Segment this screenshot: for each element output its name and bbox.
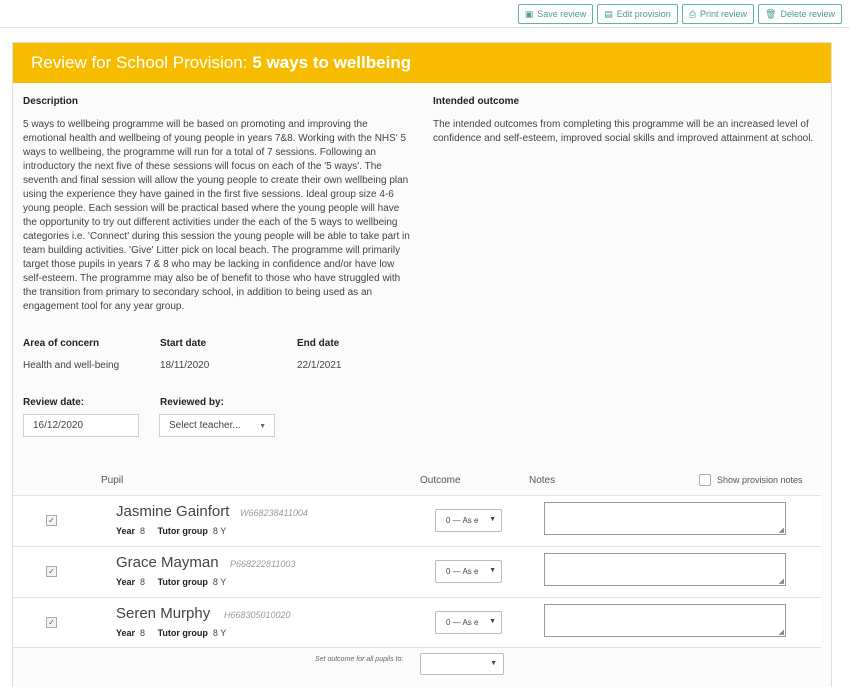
notes-textarea[interactable] (544, 553, 786, 586)
pupil-checkbox[interactable]: ✓ (46, 515, 57, 526)
outcome-value: 0 — As e (446, 618, 479, 627)
year-label: Year (116, 628, 136, 638)
outcome-select[interactable] (435, 560, 502, 583)
description-text: 5 ways to wellbeing programme will be based on promoting and improving the emotional health and wellbeing of young people in years 7&8. Working with the NHS' 5 ways to wellbeing, the programme will run for a total of 7 sessions. Following an introductory the next five of these sessions will focus on each of the '5 ways'. The seventh and final session will allow the young people to create their own wellbeing plan using the experience they have gained in the first five sessions. Ideal group size 4-6 young people. Each session will be practical based where the young people will have the opportunity to try out different activities under the each of the 5 ways to wellbeing categories i.e. 'Connect' during this session the young people will be able to take part in team building activities. 'Give' Litter pick on local beach. The programme will primarily target those pupils in years 7 & 8 who may be lacking in confidence and/or have low self-esteem. The programme may also be of benefit to those who have struggled with the transition from primary to secondary school, in addition to being used as an engagement tool for any year group. (23, 119, 410, 312)
edit-icon: ▤ (604, 8, 613, 19)
reviewed-by-placeholder: Select teacher... (169, 420, 241, 431)
save-icon: ▣ (524, 8, 534, 19)
chevron-down-icon: ▼ (259, 423, 266, 430)
review-date-input[interactable]: 16/12/2020 (23, 414, 139, 437)
show-provision-notes-toggle[interactable] (699, 474, 803, 486)
pupil-column-header: Pupil (101, 475, 124, 486)
print-review-label: Print review (700, 9, 748, 19)
pupil-name: Jasmine Gainfort (116, 503, 230, 520)
save-review-label: Save review (537, 9, 587, 19)
tutor-group-label: Tutor group (157, 526, 208, 536)
notes-textarea[interactable] (544, 604, 786, 637)
table-row (13, 597, 821, 648)
pupil-name: Grace Mayman (116, 554, 219, 571)
banner-prefix: Review for School Provision: (31, 53, 248, 72)
tutor-group-value: 8 Y (212, 526, 227, 536)
trash-icon: 🗑 (765, 8, 777, 19)
area-of-concern-value: Health and well-being (23, 360, 120, 371)
pupil-meta (116, 577, 236, 587)
set-all-outcome-label: Set outcome for all pupils to: (315, 656, 404, 663)
tutor-group-value: 8 Y (212, 628, 227, 638)
tutor-group-label: Tutor group (157, 628, 208, 638)
edit-provision-label: Edit provision (616, 9, 671, 19)
top-divider (0, 27, 850, 28)
intended-outcome-text: The intended outcomes from completing this programme will be an increased level of confidence and self-esteem, improved social skills and improved attainment at school. (433, 119, 814, 144)
table-row (13, 495, 821, 546)
start-date-label: Start date (160, 338, 207, 349)
pupil-upn: W668238411004 (240, 508, 308, 518)
resize-grip-icon[interactable]: ◢ (778, 527, 784, 534)
pupil-upn: H668305010020 (224, 610, 291, 620)
year-label: Year (116, 577, 136, 587)
intended-outcome-label: Intended outcome (433, 96, 520, 107)
table-row (13, 546, 821, 597)
edit-provision-button[interactable] (597, 4, 678, 24)
reviewed-by-label: Reviewed by: (160, 397, 224, 408)
start-date-value: 18/11/2020 (160, 360, 210, 371)
pupil-meta (116, 628, 236, 638)
description-label: Description (23, 96, 79, 107)
outcome-value: 0 — As e (446, 567, 479, 576)
pupil-meta (116, 526, 236, 536)
set-all-outcome-select[interactable] (420, 653, 504, 675)
pupil-list (13, 495, 821, 648)
resize-grip-icon[interactable]: ◢ (778, 578, 784, 585)
pupil-upn: P668222811003 (230, 559, 296, 569)
notes-column-header: Notes (529, 475, 556, 486)
review-toolbar (518, 4, 842, 24)
delete-review-button[interactable] (758, 4, 842, 24)
review-banner (13, 43, 831, 83)
chevron-down-icon: ▼ (489, 567, 496, 574)
tutor-group-label: Tutor group (157, 577, 208, 587)
outcome-value: 0 — As e (446, 516, 479, 525)
print-review-button[interactable] (682, 4, 754, 24)
chevron-down-icon: ▼ (489, 516, 496, 523)
outcome-select[interactable] (435, 509, 502, 532)
outcome-column-header: Outcome (420, 475, 461, 486)
resize-grip-icon[interactable]: ◢ (778, 629, 784, 636)
notes-textarea[interactable] (544, 502, 786, 535)
end-date-label: End date (297, 338, 340, 349)
delete-review-label: Delete review (780, 9, 835, 19)
pupil-name: Seren Murphy (116, 605, 211, 622)
pupil-checkbox[interactable]: ✓ (46, 566, 57, 577)
save-review-button[interactable] (518, 4, 594, 24)
area-of-concern-label: Area of concern (23, 338, 100, 349)
year-value: 8 (140, 577, 146, 587)
review-date-label: Review date: (23, 397, 85, 408)
chevron-down-icon: ▼ (490, 660, 497, 667)
chevron-down-icon: ▼ (489, 618, 496, 625)
pupil-checkbox[interactable]: ✓ (46, 617, 57, 628)
year-value: 8 (140, 526, 146, 536)
end-date-value: 22/1/2021 (297, 360, 342, 371)
tutor-group-value: 8 Y (212, 577, 227, 587)
year-value: 8 (140, 628, 146, 638)
outcome-select[interactable] (435, 611, 502, 634)
show-notes-checkbox[interactable] (699, 474, 711, 486)
year-label: Year (116, 526, 136, 536)
reviewed-by-select[interactable] (159, 414, 275, 437)
review-panel (12, 42, 832, 687)
provision-name: 5 ways to wellbeing (252, 53, 412, 72)
show-notes-label: Show provision notes (717, 475, 803, 485)
print-icon: ⎙ (688, 8, 697, 19)
